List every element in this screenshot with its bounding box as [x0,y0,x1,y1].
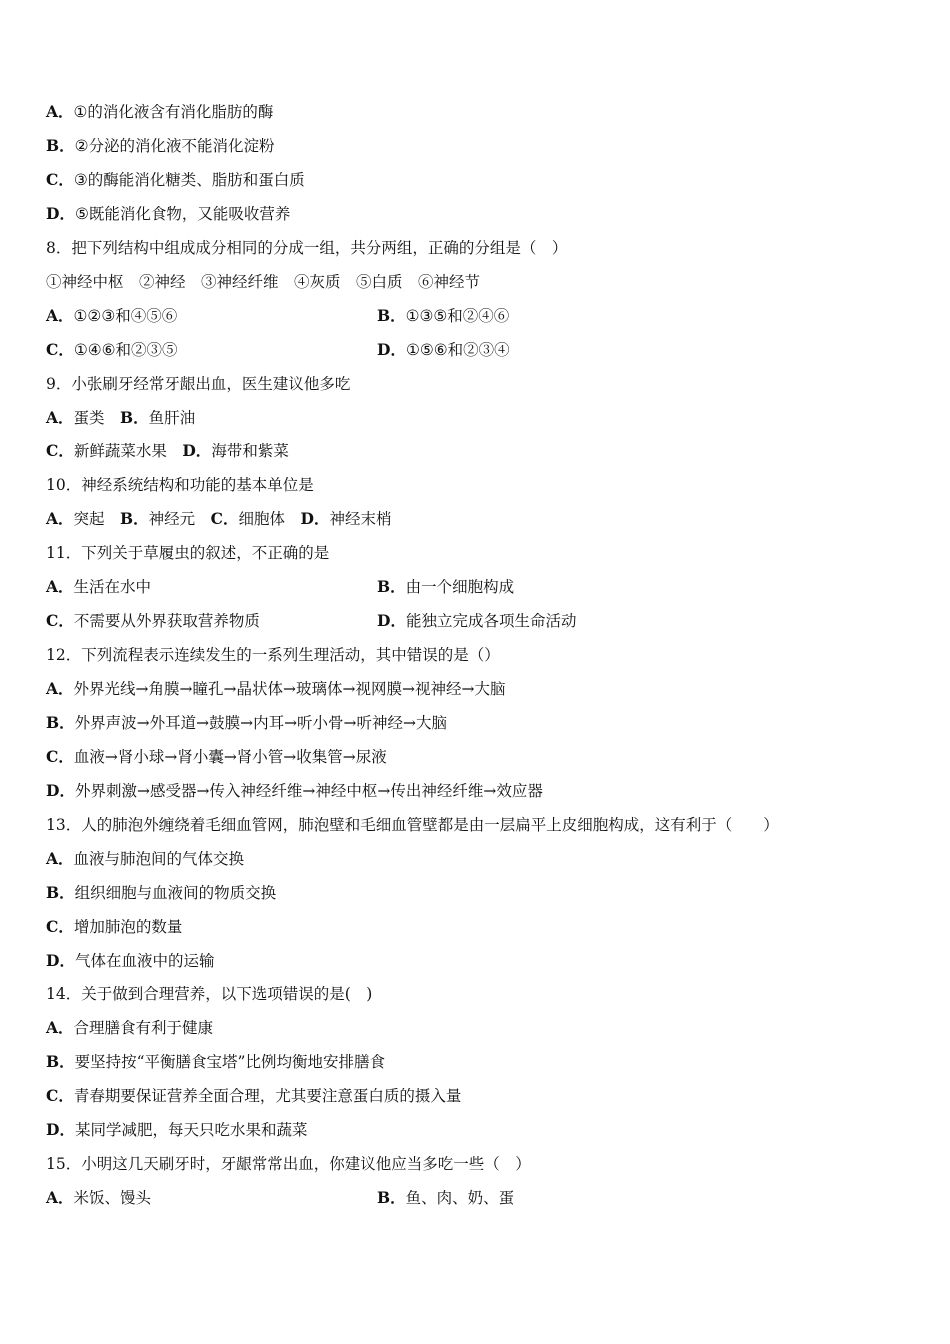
option-text: 外界声波→外耳道→鼓膜→内耳→听小骨→听神经→大脑 [74,713,448,732]
option-label: A． [46,577,74,597]
option-label: B． [377,1188,406,1208]
question-stem: 10．神经系统结构和功能的基本单位是 [46,476,314,495]
option-label: D． [377,611,406,631]
option-label: A． [46,1018,74,1038]
line-question [46,472,314,498]
option-label: A． [46,848,74,868]
option-label: B． [46,712,75,732]
line-question [46,1151,531,1177]
question-stem: 11．下列关于草履虫的叙述，不正确的是 [46,544,330,563]
line-option [46,201,290,227]
line-inline [46,506,392,532]
option-text: 细胞体 [238,510,301,529]
option-label: A． [46,102,74,121]
option-text: 增加肺泡的数量 [73,917,183,936]
option-label: C． [210,509,239,529]
line-question [46,540,329,566]
option-right [377,337,510,363]
line-question [46,981,372,1007]
option-label: D． [46,1120,75,1140]
option-text: 米饭、馒头 [73,1189,152,1208]
option-text: ②分泌的消化液不能消化淀粉 [74,136,275,155]
option-text: ③的酶能消化糖类、脂肪和蛋白质 [73,170,305,189]
option-text: ①②③和④⑤⑥ [73,306,178,325]
option-text: 气体在血液中的运输 [74,951,215,970]
line-text [46,269,480,295]
option-label: C． [46,441,74,461]
option-text: ⑤既能消化食物，又能吸收营养 [74,204,291,223]
question-stem: 12．下列流程表示连续发生的一系列生理活动，其中错误的是（） [46,646,500,664]
line-option [46,167,305,193]
option-text: 组织细胞与血液间的物质交换 [74,883,277,902]
line-question [46,812,779,838]
option-right [377,303,509,329]
option-label: C． [46,1086,74,1106]
line-option [46,1015,213,1041]
line-pair [46,574,515,600]
option-text: 鱼、肉、奶、蛋 [405,1189,515,1208]
option-label: C． [46,339,74,359]
option-text: 鱼肝油 [148,408,196,427]
option-text: 青春期要保证营养全面合理，尤其要注意蛋白质的摄入量 [73,1087,462,1106]
option-label: D． [182,441,212,461]
option-label: D． [46,203,75,223]
line-option [46,1049,385,1075]
option-label: D． [46,780,75,800]
option-text: 海带和紫菜 [211,442,289,461]
option-label: A． [46,1188,74,1208]
option-label: A． [46,679,74,698]
option-text: 突起 [73,510,121,529]
option-text: 蛋类 [73,408,121,427]
option-text: ①的消化液含有消化脂肪的酶 [73,103,274,121]
line-pair [46,608,577,634]
option-text: 外界刺激→感受器→传入神经纤维→神经中枢→传出神经纤维→效应器 [74,781,543,800]
option-text: 能独立完成各项生命活动 [405,612,577,631]
option-label: D． [46,950,75,970]
line-pair [46,1185,515,1211]
item-list: ①神经中枢 ②神经 ③神经纤维 ④灰质 ⑤白质 ⑥神经节 [46,272,481,291]
option-label: A． [46,407,74,427]
option-label: B． [120,407,149,427]
option-text: 要坚持按“平衡膳食宝塔”比例均衡地安排膳食 [74,1053,385,1072]
option-text: 新鲜蔬菜水果 [73,442,183,461]
option-label: C． [46,746,74,766]
option-label: C． [46,611,74,631]
line-inline [46,405,195,431]
option-label: B． [46,135,75,155]
option-text: ①⑤⑥和②③④ [405,340,510,359]
line-option [46,914,182,940]
option-label: A． [46,305,74,325]
option-text: 血液→肾小球→肾小囊→肾小管→收集管→尿液 [73,747,387,766]
question-stem: 13．人的肺泡外缠绕着毛细血管网，肺泡壁和毛细血管壁都是由一层扁平上皮细胞构成，这有利于（ ） [46,815,779,834]
line-option [46,948,214,974]
option-label: B． [377,305,406,325]
option-text: 血液与肺泡间的气体交换 [73,849,245,868]
option-label: C． [46,169,74,189]
option-label: B． [377,577,406,597]
line-option [46,1083,461,1109]
option-text: 不需要从外界获取营养物质 [73,612,260,631]
line-inline [46,438,289,464]
option-text: 合理膳食有利于健康 [73,1019,214,1038]
line-question [46,371,350,397]
line-option [46,676,505,702]
line-option [46,744,387,770]
line-option [46,133,275,159]
option-label: B． [120,509,149,529]
option-text: 神经元 [148,510,211,529]
line-option [46,880,276,906]
option-right [377,574,514,600]
option-text: 神经末梢 [329,510,392,529]
line-question [46,235,567,261]
question-stem: 9．小张刷牙经常牙龈出血，医生建议他多吃 [46,374,351,393]
line-question [46,642,500,668]
line-option [46,1117,307,1143]
option-label: B． [46,882,75,902]
option-text: ①④⑥和②③⑤ [73,340,178,359]
line-option [46,778,543,804]
option-label: A． [46,509,74,529]
question-stem: 8．把下列结构中组成成分相同的分成一组，共分两组，正确的分组是（ ） [46,238,568,257]
line-pair [46,303,510,329]
option-text: 某同学减肥，每天只吃水果和蔬菜 [74,1121,308,1140]
line-pair [46,337,510,363]
option-label: B． [46,1052,75,1072]
question-stem: 15．小明这几天刷牙时，牙龈常常出血，你建议他应当多吃一些（ ） [46,1155,531,1174]
option-text: 生活在水中 [73,578,152,597]
option-text: ①③⑤和②④⑥ [405,306,510,325]
option-right [377,1185,514,1211]
option-label: D． [300,509,330,529]
line-option [46,710,447,736]
line-option [46,846,244,872]
question-stem: 14．关于做到合理营养，以下选项错误的是( ) [46,985,373,1004]
option-text: 外界光线→角膜→瞳孔→晶状体→玻璃体→视网膜→视神经→大脑 [73,680,506,698]
option-label: D． [377,339,406,359]
option-label: C． [46,916,74,936]
line-option [46,99,273,125]
option-text: 由一个细胞构成 [405,578,515,597]
option-right [377,608,576,634]
